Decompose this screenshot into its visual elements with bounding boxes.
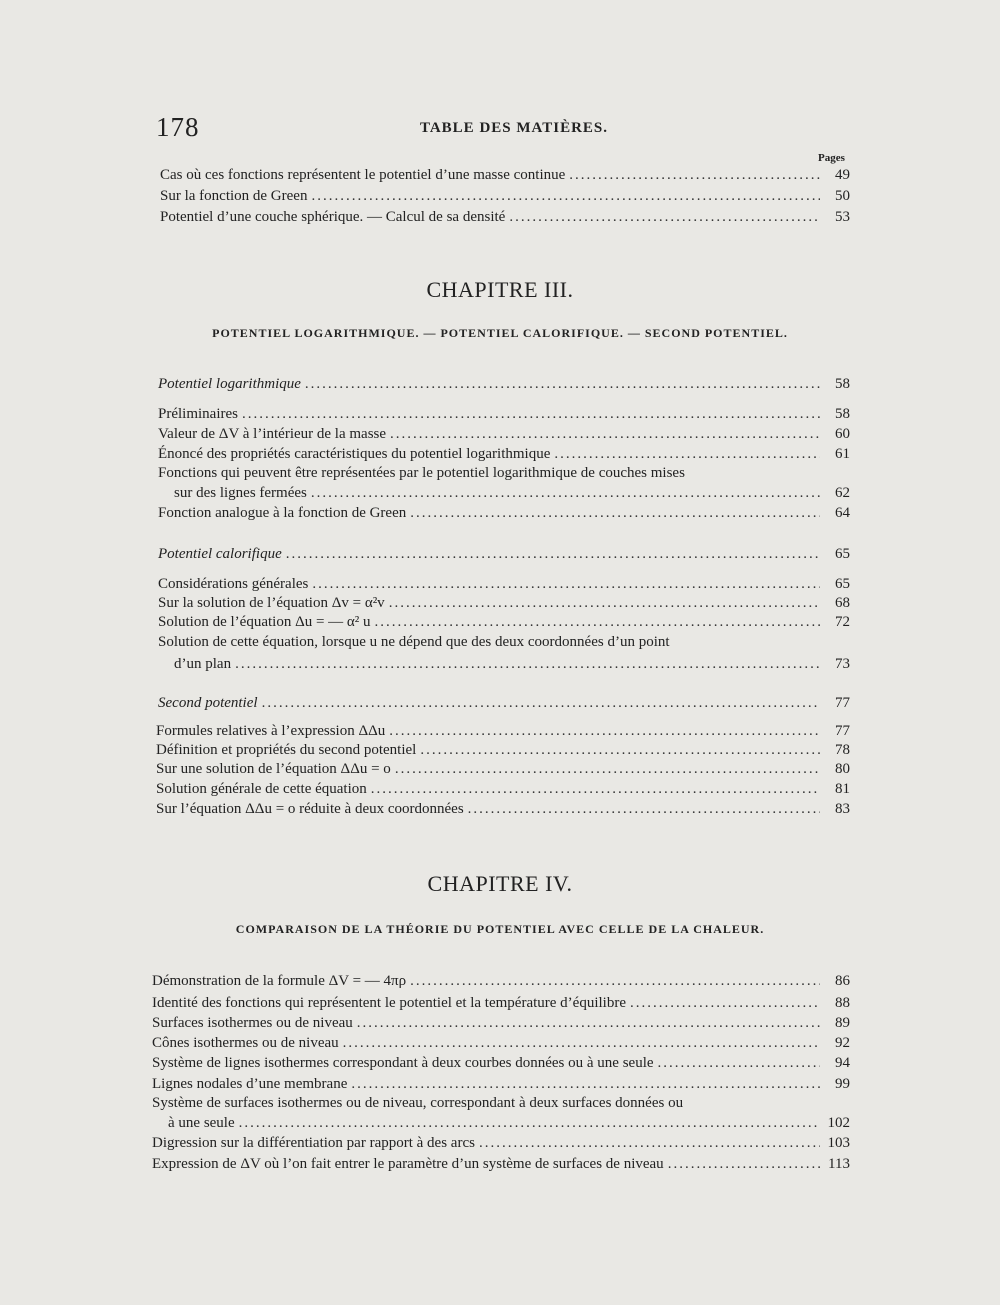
toc-entry: Digression sur la différentiation par rapport à des arcs ..... 103 <box>152 1134 850 1153</box>
toc-entry: Valeur de ΔV à l’intérieur de la masse ..... 60 <box>158 425 850 444</box>
page-number: 178 <box>156 112 200 142</box>
toc-entry: Système de lignes isothermes correspondant à deux courbes données ou à une seule ..... 94 <box>152 1054 850 1073</box>
toc-entry: Démonstration de la formule ΔV = — 4πρ ..... 86 <box>152 972 850 991</box>
toc-entry: Solution de l’équation Δu = — α² u ..... 72 <box>158 613 850 632</box>
toc-entry-first-line: Système de surfaces isothermes ou de niveau, correspondant à deux surfaces données ou <box>152 1095 684 1111</box>
toc-entry-first-line: Solution de cette équation, lorsque u ne dépend que des deux coordonnées d’un point <box>158 634 670 650</box>
chapter-subtitle: POTENTIEL LOGARITHMIQUE. — POTENTIEL CALORIFIQUE. — SECOND POTENTIEL. <box>212 326 788 340</box>
toc-entry-continuation: d’un plan ..... 73 <box>174 655 850 674</box>
toc-entry: Définition et propriétés du second potentiel ..... 78 <box>156 741 850 760</box>
toc-entry: Considérations générales ..... 65 <box>158 575 850 594</box>
toc-entry: Sur la fonction de Green ..... 50 <box>160 187 850 206</box>
chapter-heading: CHAPITRE IV. <box>427 871 573 896</box>
toc-entry: Énoncé des propriétés caractéristiques du potentiel logarithmique ..... 61 <box>158 445 850 464</box>
toc-entry: Formules relatives à l’expression ΔΔu ..... 77 <box>156 722 850 741</box>
toc-entry: Sur la solution de l’équation Δv = α²v ..... 68 <box>158 594 850 613</box>
toc-entry: Préliminaires ..... 58 <box>158 405 850 424</box>
toc-entry: Expression de ΔV où l’on fait entrer le paramètre d’un système de surfaces de niveau ..... 113 <box>152 1155 850 1174</box>
toc-entry: Potentiel d’une couche sphérique. — Calcul de sa densité ..... 53 <box>160 208 850 227</box>
toc-entry: Surfaces isothermes ou de niveau ..... 89 <box>152 1014 850 1033</box>
section-heading: Potentiel logarithmique ..... 58 <box>158 375 850 394</box>
toc-entry: Lignes nodales d’une membrane ..... 99 <box>152 1075 850 1094</box>
chapter-heading: CHAPITRE III. <box>426 277 574 302</box>
section-heading: Potentiel calorifique ..... 65 <box>158 545 850 564</box>
toc-entry-continuation: à une seule ..... 102 <box>168 1114 850 1133</box>
toc-entry: Cônes isothermes ou de niveau ..... 92 <box>152 1034 850 1053</box>
toc-entry-continuation: sur des lignes fermées ..... 62 <box>174 484 850 503</box>
toc-entry: Sur l’équation ΔΔu = o réduite à deux coordonnées ..... 83 <box>156 800 850 819</box>
section-heading: Second potentiel ..... 77 <box>158 694 850 713</box>
toc-entry: Solution générale de cette équation ..... 81 <box>156 780 850 799</box>
running-title: TABLE DES MATIÈRES. <box>419 120 609 136</box>
toc-entry: Fonction analogue à la fonction de Green ..... 64 <box>158 504 850 523</box>
chapter-subtitle: COMPARAISON DE LA THÉORIE DU POTENTIEL AVEC CELLE DE LA CHALEUR. <box>235 922 765 936</box>
toc-entry: Identité des fonctions qui représentent le potentiel et la température d’équilibre ..... 88 <box>152 994 850 1013</box>
pages-column-label: Pages <box>818 152 845 164</box>
toc-entry: Cas où ces fonctions représentent le potentiel d’une masse continue ..... 49 <box>160 166 850 185</box>
toc-entry: Sur une solution de l’équation ΔΔu = o ..... 80 <box>156 760 850 779</box>
toc-entry-first-line: Fonctions qui peuvent être représentées par le potentiel logarithmique de couches mises <box>158 465 685 481</box>
